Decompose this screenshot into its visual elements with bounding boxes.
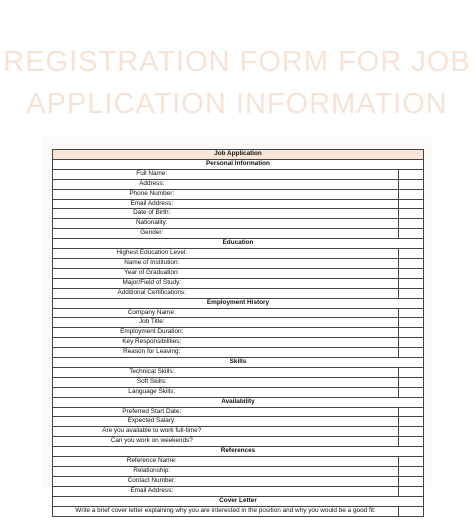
field-label-additional-certifications: Additional Certifications:: [53, 288, 251, 298]
technical-skills-input[interactable]: [251, 367, 399, 377]
field-label-phone-number: Phone Number:: [53, 189, 251, 199]
field-label-highest-education-level: Highest Education Level:: [53, 249, 251, 259]
reason-for-leaving-extra-cell[interactable]: [399, 348, 424, 358]
field-label-weekends: Can you work on weekends?: [53, 437, 251, 447]
weekends-extra-cell[interactable]: [399, 437, 424, 447]
language-skills-extra-cell[interactable]: [399, 387, 424, 397]
field-row-relationship: [53, 467, 424, 477]
section-education: Education: [53, 239, 424, 249]
relationship-extra-cell[interactable]: [399, 467, 424, 477]
date-of-birth-extra-cell[interactable]: [399, 209, 424, 219]
field-label-company-name: Company Name:: [53, 308, 251, 318]
reference-name-input[interactable]: [251, 457, 399, 467]
field-row-year-of-graduation: [53, 268, 424, 278]
name-of-institution-input[interactable]: [251, 258, 399, 268]
major-field-of-study-extra-cell[interactable]: [399, 278, 424, 288]
nationality-input[interactable]: [251, 219, 399, 229]
field-row-expected-salary: [53, 417, 424, 427]
reason-for-leaving-input[interactable]: [251, 348, 399, 358]
page-title-line-2: APPLICATION INFORMATION: [26, 88, 448, 120]
field-row-soft-skills: [53, 377, 424, 387]
field-row-preferred-start-date: [53, 407, 424, 417]
field-label-contact-number: Contact Number:: [53, 476, 251, 486]
field-label-address: Address:: [53, 179, 251, 189]
field-label-date-of-birth: Date of Birth:: [53, 209, 251, 219]
expected-salary-extra-cell[interactable]: [399, 417, 424, 427]
weekends-input[interactable]: [251, 437, 399, 447]
section-cover-letter: Cover Letter: [53, 496, 424, 506]
section-skills: Skills: [53, 358, 424, 368]
field-row-name-of-institution: [53, 258, 424, 268]
field-label-preferred-start-date: Preferred Start Date:: [53, 407, 251, 417]
section-row: [53, 496, 424, 506]
field-label-reason-for-leaving: Reason for Leaving:: [53, 348, 251, 358]
field-row-language-skills: [53, 387, 424, 397]
field-label-relationship: Relationship:: [53, 467, 251, 477]
relationship-input[interactable]: [251, 467, 399, 477]
field-label-key-responsibilities: Key Responsibilities:: [53, 338, 251, 348]
year-of-graduation-extra-cell[interactable]: [399, 268, 424, 278]
name-of-institution-extra-cell[interactable]: [399, 258, 424, 268]
field-row-technical-skills: [53, 367, 424, 377]
preferred-start-date-extra-cell[interactable]: [399, 407, 424, 417]
field-row-job-title: [53, 318, 424, 328]
field-row-additional-certifications: [53, 288, 424, 298]
section-availability: Availability: [53, 397, 424, 407]
field-row-date-of-birth: [53, 209, 424, 219]
soft-skills-extra-cell[interactable]: [399, 377, 424, 387]
reference-email-address-input[interactable]: [251, 486, 399, 496]
phone-number-input[interactable]: [251, 189, 399, 199]
field-row-reason-for-leaving: [53, 348, 424, 358]
field-row-gender: [53, 229, 424, 239]
field-label-nationality: Nationality:: [53, 219, 251, 229]
field-row-company-name: [53, 308, 424, 318]
field-row-contact-number: [53, 476, 424, 486]
reference-email-address-extra-cell[interactable]: [399, 486, 424, 496]
field-label-language-skills: Language Skills:: [53, 387, 251, 397]
section-personal-information: Personal Information: [53, 159, 424, 169]
field-label-full-time: Are you available to work full-time?: [53, 427, 251, 437]
form-header-row: [53, 150, 424, 160]
field-row-full-time: [53, 427, 424, 437]
section-references: References: [53, 447, 424, 457]
major-field-of-study-input[interactable]: [251, 278, 399, 288]
phone-number-extra-cell[interactable]: [399, 189, 424, 199]
field-row-full-name: [53, 169, 424, 179]
field-label-employment-duration: Employment Duration:: [53, 328, 251, 338]
field-label-gender: Gender:: [53, 229, 251, 239]
language-skills-input[interactable]: [251, 387, 399, 397]
additional-certifications-extra-cell[interactable]: [399, 288, 424, 298]
key-responsibilities-input[interactable]: [251, 338, 399, 348]
expected-salary-input[interactable]: [251, 417, 399, 427]
field-label-name-of-institution: Name of Institution:: [53, 258, 251, 268]
additional-certifications-input[interactable]: [251, 288, 399, 298]
job-title-extra-cell[interactable]: [399, 318, 424, 328]
full-time-extra-cell[interactable]: [399, 427, 424, 437]
date-of-birth-input[interactable]: [251, 209, 399, 219]
field-label-soft-skills: Soft Skills:: [53, 377, 251, 387]
field-row-reference-name: [53, 457, 424, 467]
technical-skills-extra-cell[interactable]: [399, 367, 424, 377]
field-row-nationality: [53, 219, 424, 229]
field-label-technical-skills: Technical Skills:: [53, 367, 251, 377]
section-row: [53, 159, 424, 169]
field-label-email-address: Email Address:: [53, 199, 251, 209]
section-row: [53, 397, 424, 407]
section-row: [53, 298, 424, 308]
gender-input[interactable]: [251, 229, 399, 239]
year-of-graduation-input[interactable]: [251, 268, 399, 278]
field-row-major-field-of-study: [53, 278, 424, 288]
contact-number-input[interactable]: [251, 476, 399, 486]
reference-name-extra-cell[interactable]: [399, 457, 424, 467]
field-row-phone-number: [53, 189, 424, 199]
employment-duration-extra-cell[interactable]: [399, 328, 424, 338]
job-title-input[interactable]: [251, 318, 399, 328]
field-row-email-address: [53, 199, 424, 209]
email-address-input[interactable]: [251, 199, 399, 209]
field-label-job-title: Job Title:: [53, 318, 251, 328]
key-responsibilities-extra-cell[interactable]: [399, 338, 424, 348]
field-label-major-field-of-study: Major/Field of Study:: [53, 278, 251, 288]
full-time-input[interactable]: [251, 427, 399, 437]
nationality-extra-cell[interactable]: [399, 219, 424, 229]
field-label-reference-name: Reference Name:: [53, 457, 251, 467]
preferred-start-date-input[interactable]: [251, 407, 399, 417]
section-row: [53, 447, 424, 457]
field-row-address: [53, 179, 424, 189]
form-header: Job Application: [53, 150, 424, 160]
soft-skills-input[interactable]: [251, 377, 399, 387]
section-employment-history: Employment History: [53, 298, 424, 308]
field-label-expected-salary: Expected Salary:: [53, 417, 251, 427]
cover-letter-row: [53, 506, 424, 516]
full-name-extra-cell[interactable]: [399, 169, 424, 179]
employment-duration-input[interactable]: [251, 328, 399, 338]
gender-extra-cell[interactable]: [399, 229, 424, 239]
email-address-extra-cell[interactable]: [399, 199, 424, 209]
company-name-input[interactable]: [251, 308, 399, 318]
cover-letter-extra-cell[interactable]: [399, 506, 424, 516]
field-row-employment-duration: [53, 328, 424, 338]
field-label-reference-email-address: Email Address:: [53, 486, 251, 496]
contact-number-extra-cell[interactable]: [399, 476, 424, 486]
page-title-line-1: REGISTRATION FORM FOR JOB: [3, 46, 471, 78]
field-label-full-name: Full Name:: [53, 169, 251, 179]
field-row-weekends: [53, 437, 424, 447]
highest-education-level-extra-cell[interactable]: [399, 249, 424, 259]
field-label-year-of-graduation: Year of Graduation:: [53, 268, 251, 278]
field-row-reference-email-address: [53, 486, 424, 496]
section-row: [53, 239, 424, 249]
full-name-input[interactable]: [251, 169, 399, 179]
field-row-highest-education-level: [53, 249, 424, 259]
address-input[interactable]: [251, 179, 399, 189]
section-row: [53, 358, 424, 368]
company-name-extra-cell[interactable]: [399, 308, 424, 318]
cover-letter-prompt[interactable]: Write a brief cover letter explaining why you are interested in the position and why you would be a good fit:: [53, 506, 399, 516]
job-application-form: [52, 149, 424, 517]
address-extra-cell[interactable]: [399, 179, 424, 189]
highest-education-level-input[interactable]: [251, 249, 399, 259]
field-row-key-responsibilities: [53, 338, 424, 348]
